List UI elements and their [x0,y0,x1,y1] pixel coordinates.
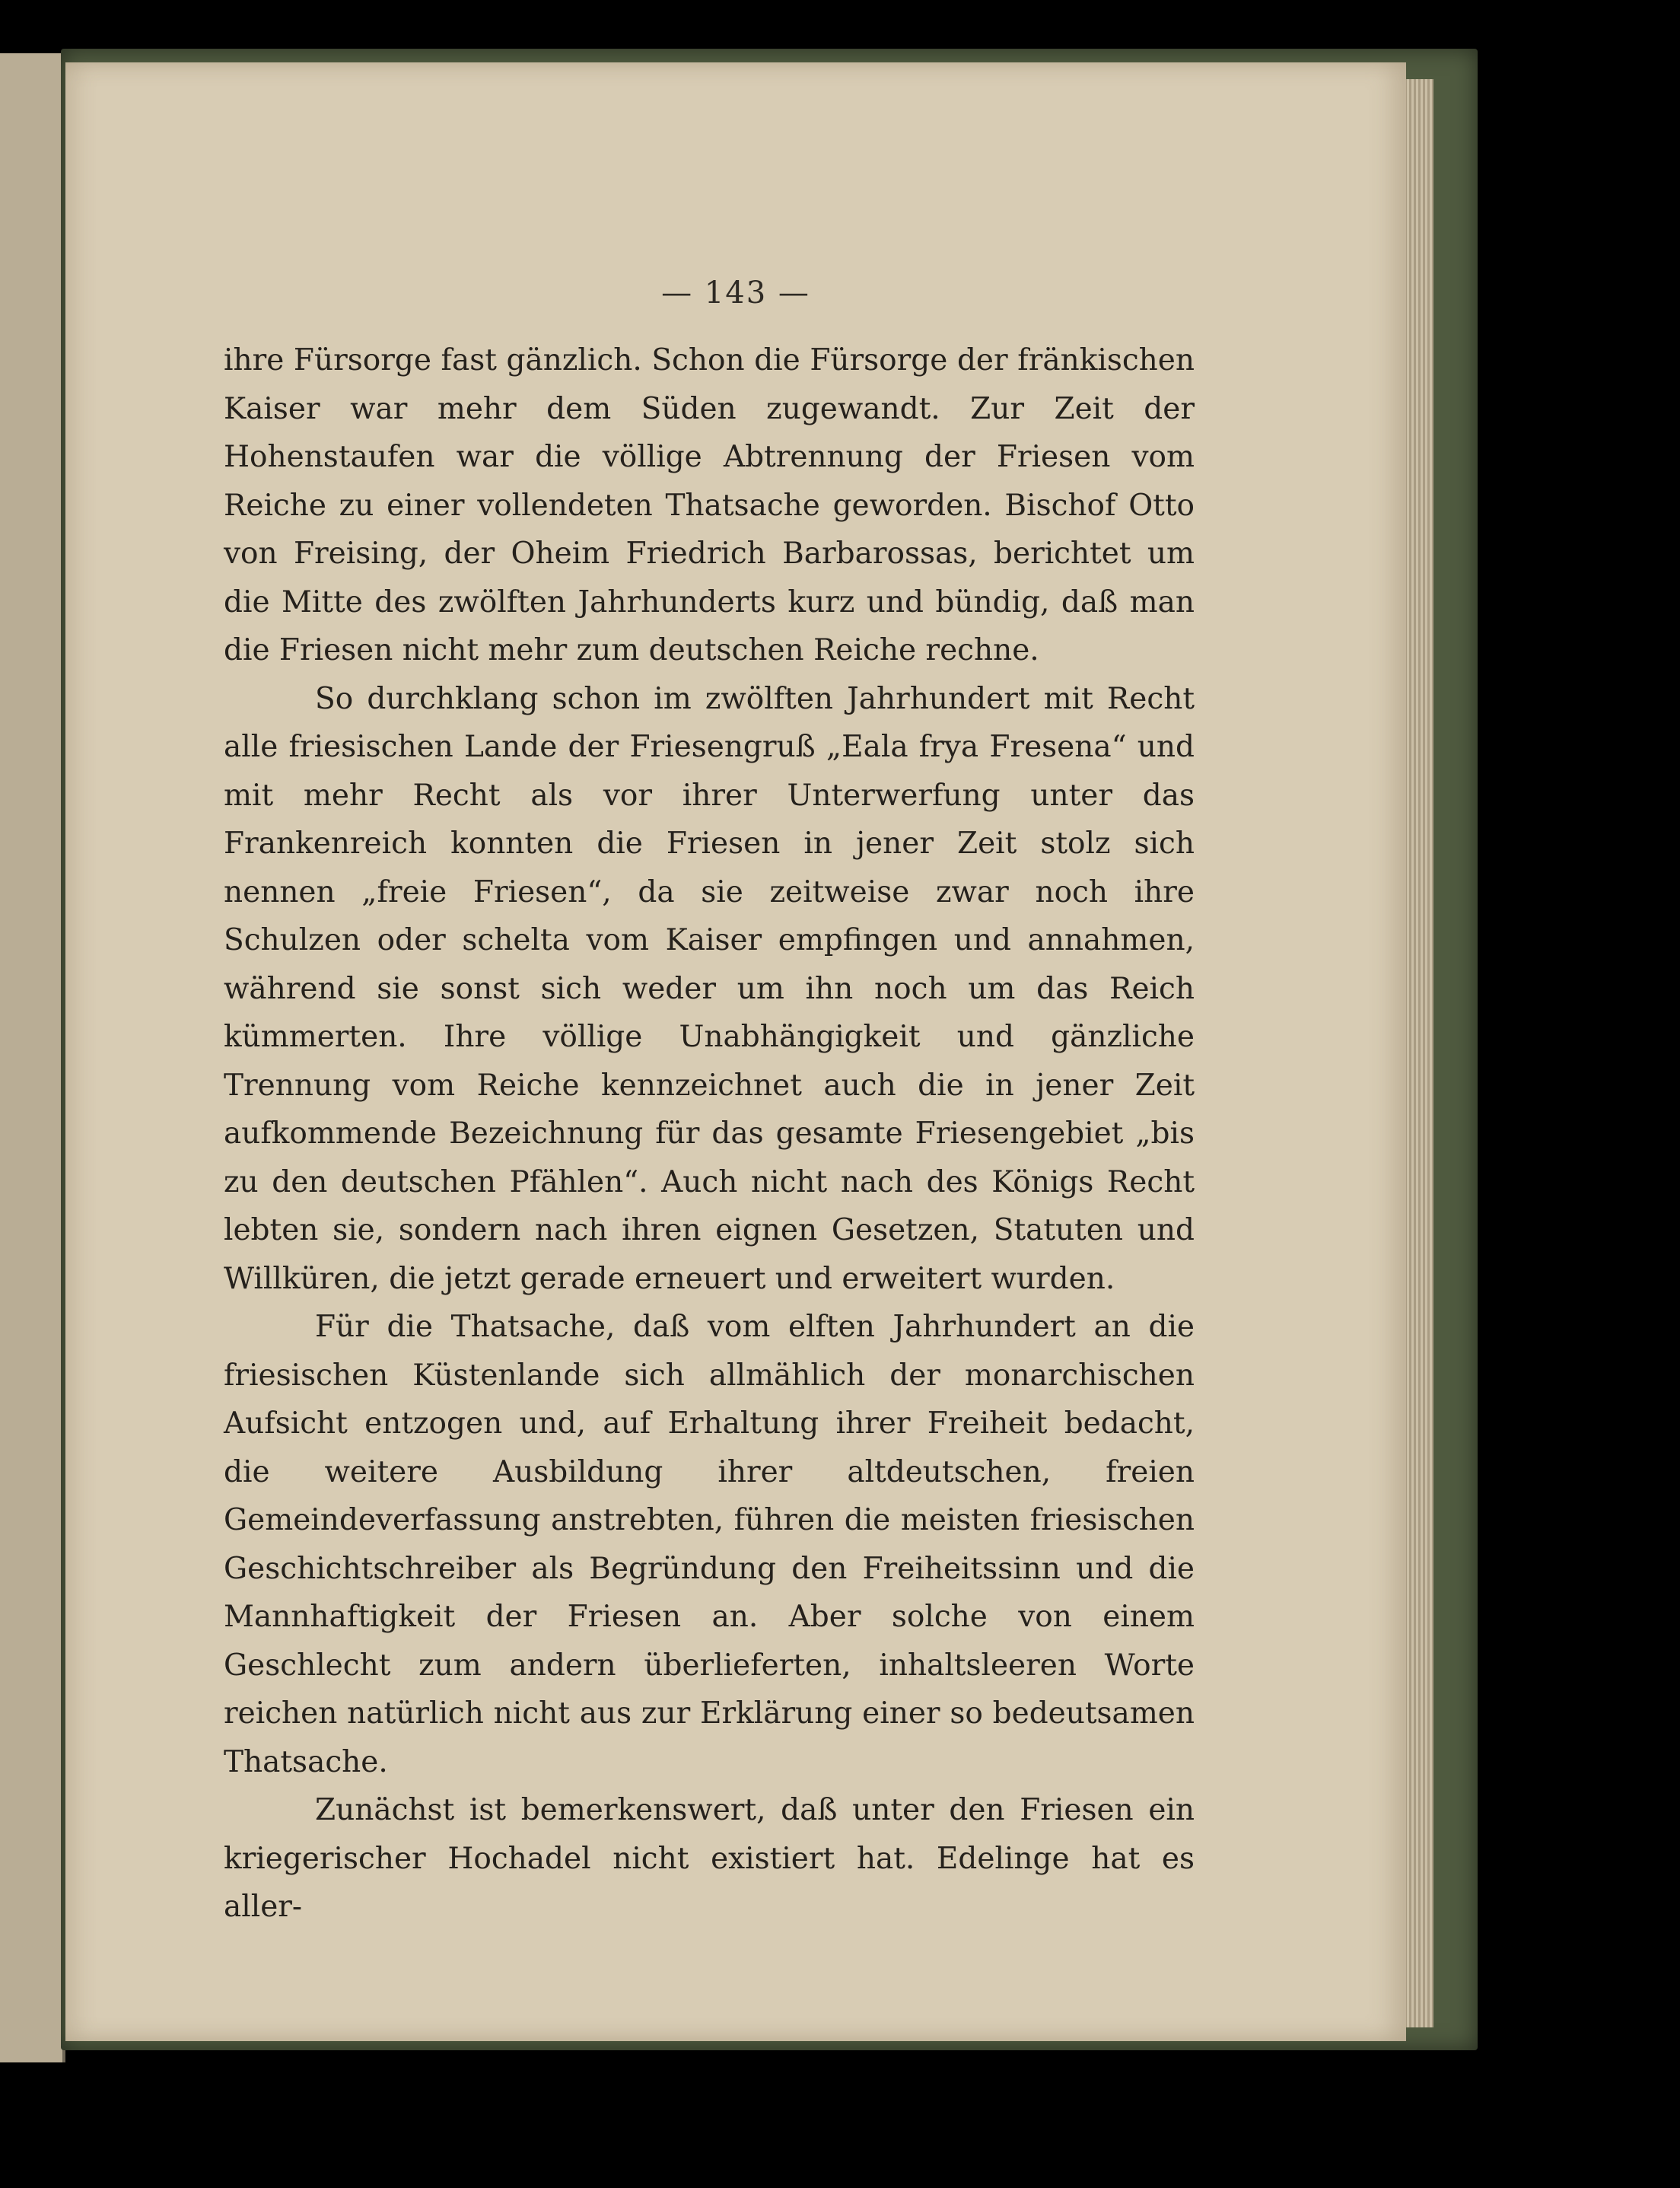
body-text [224,336,1195,1932]
page-number: — 143 — [661,275,810,311]
book-page [65,62,1406,2041]
left-page-edge [0,53,65,2062]
paragraph-4: Zunächst ist bemerkenswert, daß unter den Friesen ein kriegerischer Hochadel nicht existiert hat. Edelinge hat es aller- [224,1793,1195,1924]
paragraph-2: So durchklang schon im zwölften Jahrhundert mit Recht alle friesischen Lande der Friesengruß „Eala frya Fresena“ und mit mehr Recht als vor ihrer Unterwerfung unter das Frankenreich konnten die Friesen in jener Zeit stolz sich nennen „freie Friesen“, da sie zeitweise zwar noch ihre Schulzen oder schelta vom Kaiser empfingen und annahmen, während sie sonst sich weder um ihn noch um das Reich kümmerten. Ihre völlige Unabhängigkeit und gänzliche Trennung vom Reiche kennzeichnet auch die in jener Zeit aufkommende Bezeichnung für das gesamte Friesengebiet „bis zu den deutschen Pfählen“. Auch nicht nach des Königs Recht lebten sie, sondern nach ihren eignen Gesetzen, Statuten und Willküren, die jetzt gerade erneuert und erweitert wurden. [224,681,1195,1296]
paragraph-1: ihre Fürsorge fast gänzlich. Schon die Fürsorge der fränkischen Kaiser war mehr dem Süden zugewandt. Zur Zeit der Hohenstaufen war die völlige Abtrennung der Friesen vom Reiche zu einer vollendeten Thatsache geworden. Bischof Otto von Freising, der Oheim Friedrich Barbarossas, berichtet um die Mitte des zwölften Jahrhunderts kurz und bündig, daß man die Friesen nicht mehr zum deutschen Reiche rechne. [224,343,1195,667]
paragraph-3: Für die Thatsache, daß vom elften Jahrhundert an die friesischen Küstenlande sich allmählich der monarchischen Aufsicht entzogen und, auf Erhaltung ihrer Freiheit bedacht, die weitere Ausbildung ihrer altdeutschen, freien Gemeindeverfassung anstrebten, führen die meisten friesischen Geschichtschreiber als Begründung den Freiheitssinn und die Mannhaftigkeit der Friesen an. Aber solche von einem Geschlecht zum andern überlieferten, inhaltsleeren Worte reichen natürlich nicht aus zur Erklärung einer so bedeutsamen Thatsache. [224,1310,1195,1779]
